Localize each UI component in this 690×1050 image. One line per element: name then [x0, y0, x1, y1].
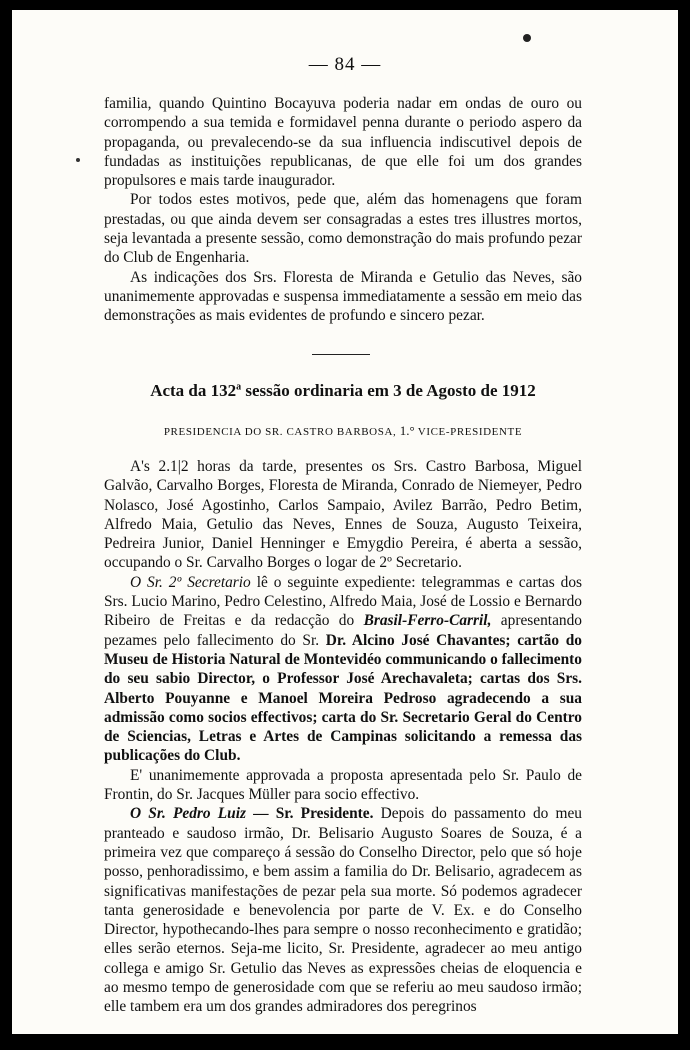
- section-divider: [312, 354, 370, 355]
- paragraph: O Sr. Pedro Luiz — Sr. Presidente. Depois do passamento do meu pranteado e saudoso irmão, Dr. Belisario Augusto Soares de Souza, é a primeira vez que compareço á sessão do Conselho Director, pelo que só hoje posso, penhoradissimo, e bem assim a familia do Dr. Belisario, agradecem as significativas manifestações de pezar pela sua morte. Só podemos agradecer tanta generosidade e benevolencia por parte de V. Ex. e do Conselho Director, hypothecando-lhes para sempre o nosso reconhecimento e gratidão; elles serão eternos. Seja-me licito, Sr. Presidente, agradecer ao meu antigo collega e amigo Sr. Getulio das Neves as expressões cheias de eloquencia e ao mesmo tempo de generosidade com que se referiu ao meu saudoso irmão; elle tambem era um dos grandes admiradores dos peregrinos: [104, 805, 582, 1016]
- ink-speck: [76, 158, 80, 162]
- paragraph: E' unanimemente approvada a proposta apresentada pelo Sr. Paulo de Frontin, do Sr. Jacques Müller para socio effectivo.: [104, 766, 582, 804]
- newspaper-name: Brasil-Ferro-Carril,: [363, 612, 492, 630]
- page-number: — 84 —: [308, 54, 382, 75]
- minutes-text: [104, 457, 582, 1017]
- presidency-line: PRESIDENCIA DO SR. CASTRO BARBOSA, 1.° VICE-PRESIDENTE: [163, 423, 523, 438]
- paragraph: Por todos estes motivos, pede que, além das homenagens que foram prestadas, ou que ainda devem ser consagradas a estes tres illustres mortos, seja levantada a presente sessão, como demonstração do mais profundo pezar do Club de Engenharia.: [104, 191, 582, 267]
- section-title: Acta da 132$^a$ sessão ordinaria em 3 de Agosto de 1912: [150, 381, 536, 400]
- paragraph: O Sr. 2º Secretario lê o seguinte expediente: telegrammas e cartas dos Srs. Lucio Marino, Pedro Celestino, Alfredo Maia, José de Lossio e Bernardo Ribeiro de Freitas e da redacção do Brasil-Ferro-Carril, apresentando pezames pelo fallecimento do Sr. Dr. Alcino José Chavantes; cartão do Museu de Historia Natural de Montevidéo communicando o fallecimento do seu sabio Director, o Professor José Arechavaleta; cartas dos Srs. Alberto Pouyanne e Manoel Moreira Pedroso agradecendo a sua admissão como socios effectivos; carta do Sr. Secretario Geral do Centro de Sciencias, Letras e Artes de Campinas solicitando a remessa das publicações do Club.: [104, 573, 583, 765]
- continued-text: [104, 94, 582, 326]
- speaker: O Sr. 2º Secretario: [130, 573, 251, 591]
- ink-speck: [523, 34, 531, 42]
- speaker: O Sr. Pedro Luiz: [130, 805, 246, 823]
- paragraph: familia, quando Quintino Bocayuva poderia nadar em ondas de ouro ou corrompendo a sua temida e formidavel penna durante o periodo aspero da propaganda, ou prevalecendo-se da sua influencia indiscutivel depois de fundadas as instituições republicanas, de que elle foi um dos grandes propulsores e mais tarde inaugurador.: [104, 95, 582, 190]
- book-page: [12, 10, 678, 1034]
- paragraph: As indicações dos Srs. Floresta de Miranda e Getulio das Neves, são unanimemente approvadas e suspensa immediatamente a sessão em meio das demonstrações as mais evidentes de profundo e sincero pezar.: [104, 268, 582, 325]
- paragraph: A's 2.1|2 horas da tarde, presentes os Srs. Castro Barbosa, Miguel Galvão, Carvalho Borges, Floresta de Miranda, Conrado de Niemeyer, Pedro Nolasco, José Agostinho, Carlos Sampaio, Avilez Barrão, Pedro Betim, Alfredo Maia, Getulio das Neves, Ennes de Souza, Augusto Teixeira, Pedreira Junior, Daniel Henninger e Emygdio Pereira, é aberta a sessão, occupando o Sr. Carvalho Borges o logar de 2º Secretario.: [104, 458, 582, 572]
